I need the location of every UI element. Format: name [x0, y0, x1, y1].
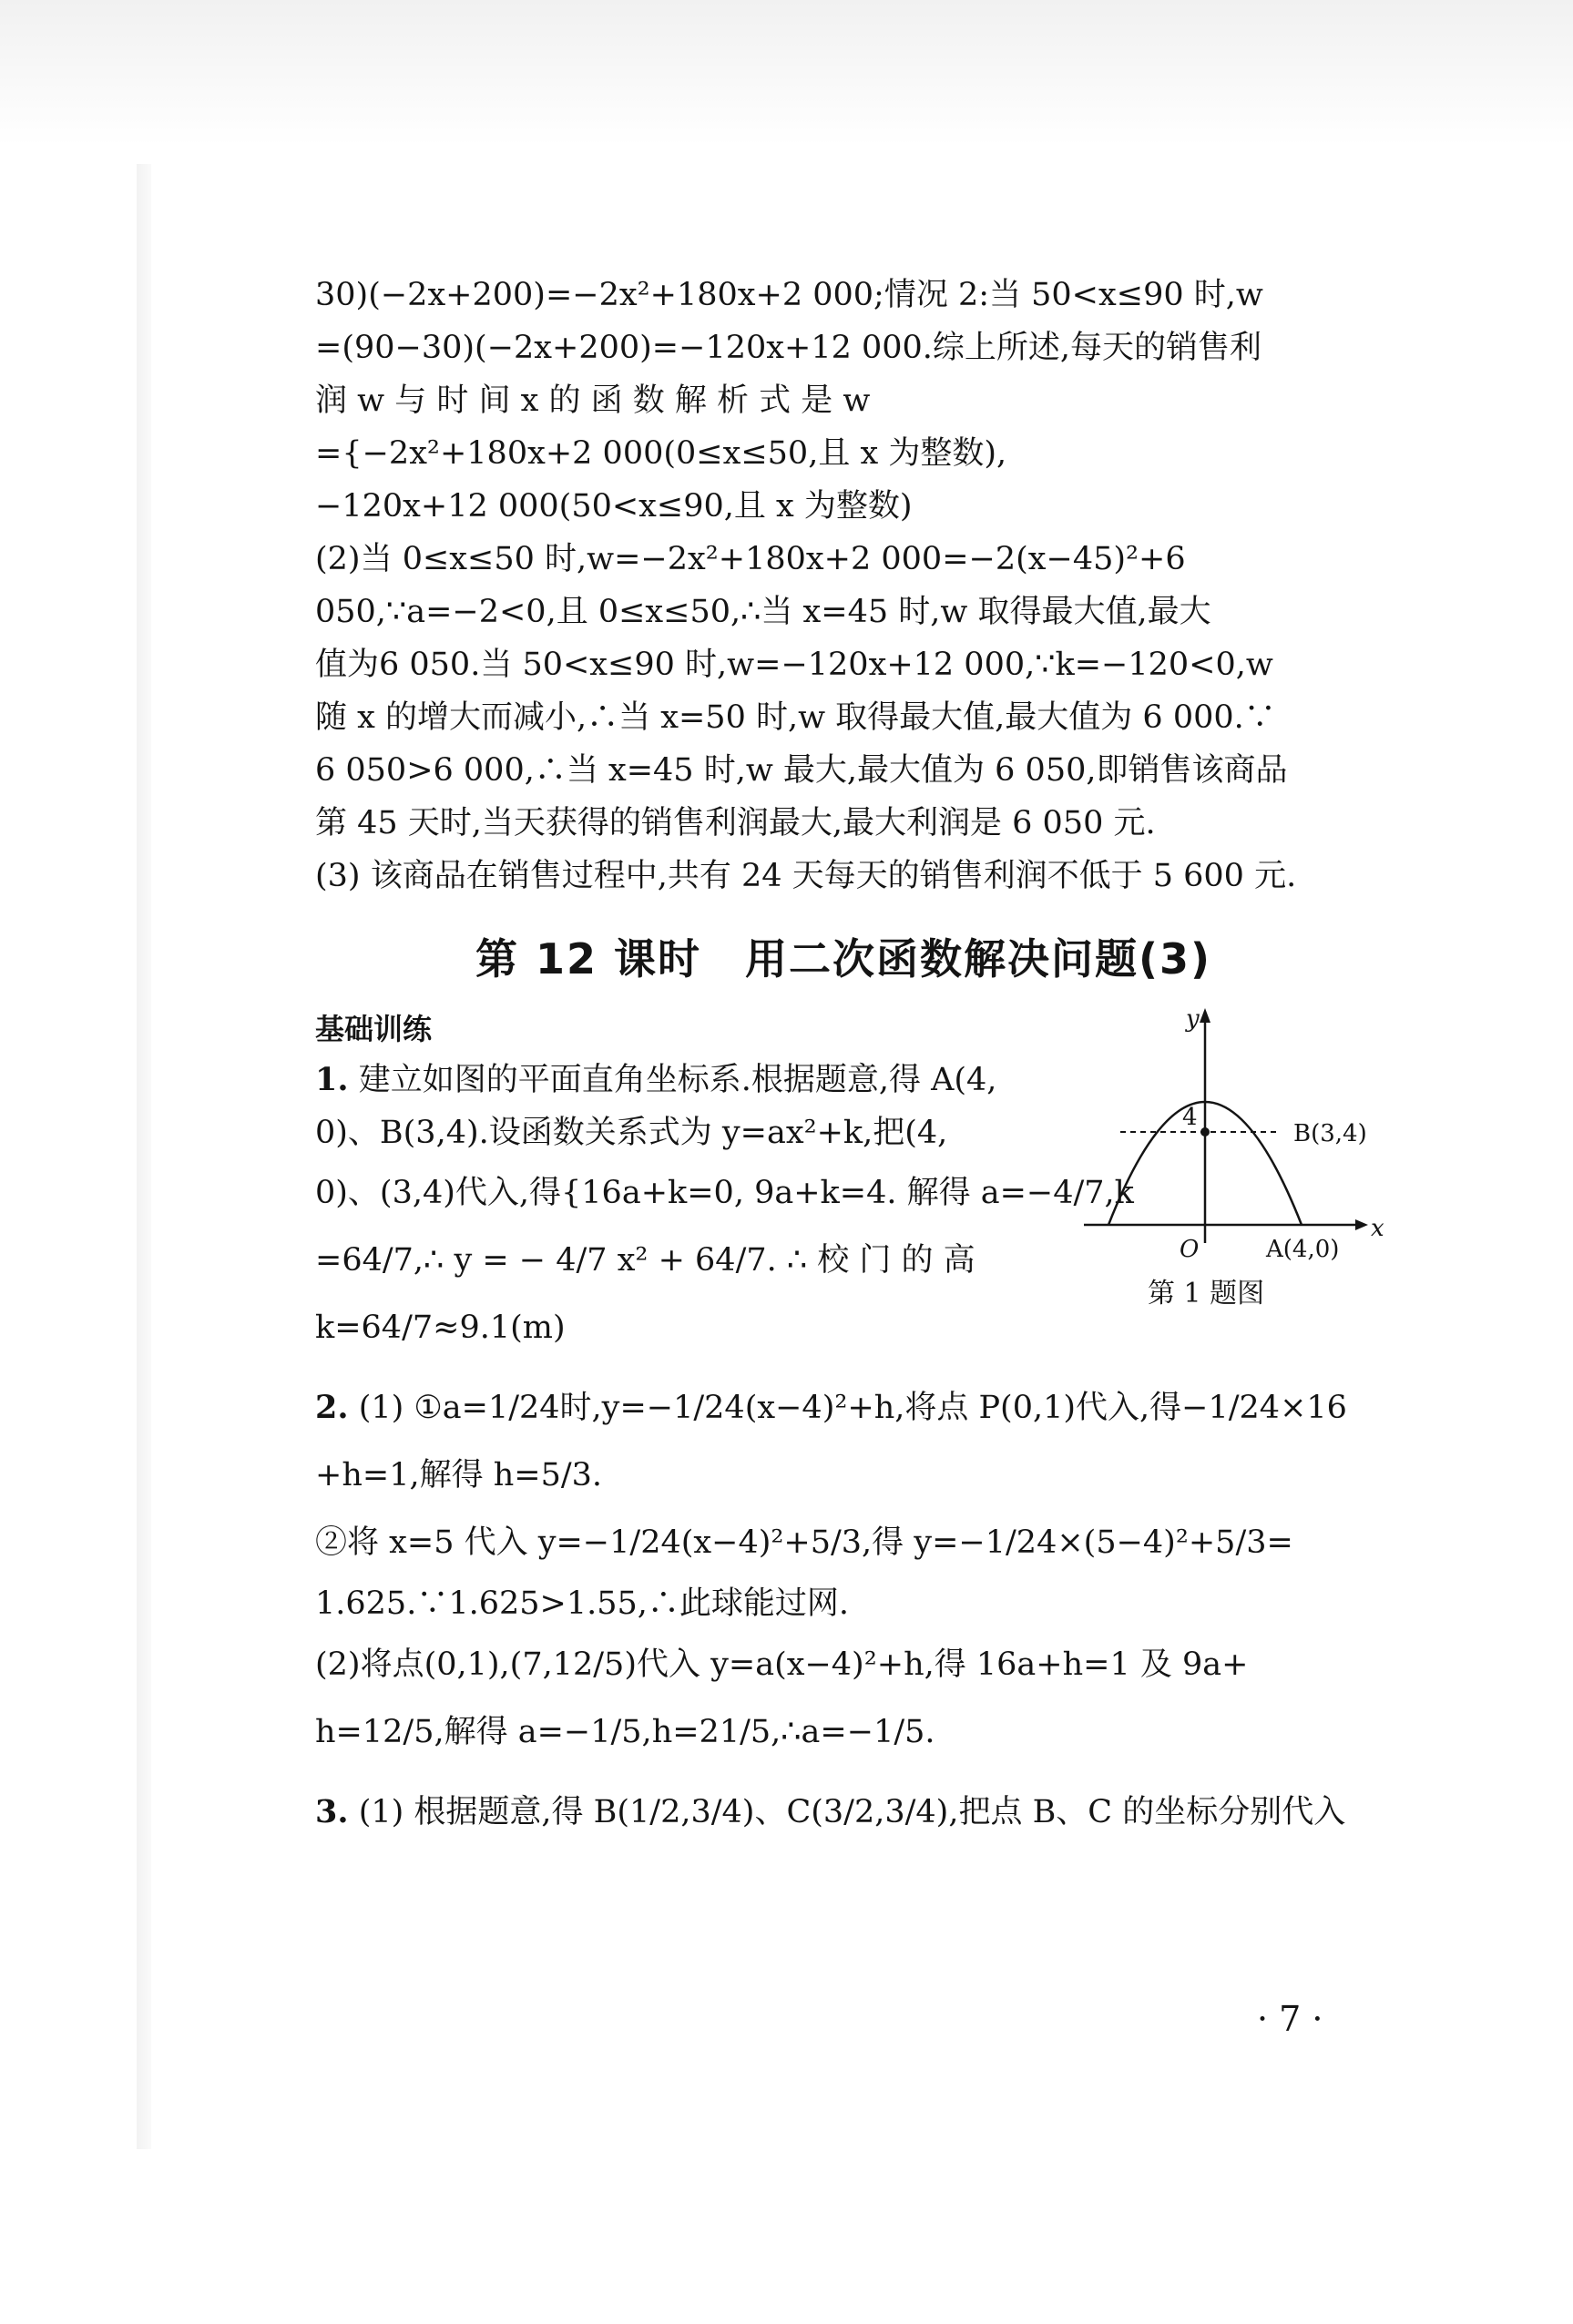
- figure-1: [1075, 997, 1384, 1343]
- q2-line: h=12/5,解得 a=−1/5,h=21/5,∴a=−1/5.: [315, 1714, 935, 1750]
- q1-line-1: [315, 1054, 1062, 1106]
- question-1: [315, 1054, 1134, 1361]
- text-line: (2)当 0≤x≤50 时,w=−2x²+180x+2 000=−2(x−45)²+6: [315, 541, 1186, 577]
- text-line: 第 45 天时,当天获得的销售利润最大,最大利润是 6 050 元.: [315, 805, 1156, 841]
- q2-line: (2)将点(0,1),(7,12/5)代入 y=a(x−4)²+h,得 16a+h=1 及 9a+: [315, 1646, 1249, 1683]
- text-line: 随 x 的增大而减小,∴当 x=50 时,w 取得最大值,最大值为 6 000.∵: [315, 699, 1276, 736]
- page-number: · 7 ·: [1257, 1999, 1323, 2039]
- text-line: 值为6 050.当 50<x≤90 时,w=−120x+12 000,∵k=−120<0,w: [315, 647, 1273, 683]
- question-3: [315, 1779, 1372, 1846]
- lesson-title: 第 12 课时 用二次函数解决问题(3): [475, 934, 1212, 984]
- y-axis-label: y: [1186, 1005, 1200, 1033]
- scan-shadow-top: [0, 0, 1573, 146]
- question-number: 3.: [315, 1793, 349, 1830]
- point-a-label: A(4,0): [1266, 1236, 1340, 1263]
- scan-fold: [137, 164, 151, 2149]
- point-b-label: B(3,4): [1293, 1120, 1367, 1147]
- question-number: 2.: [315, 1389, 349, 1426]
- text-line: =(90−30)(−2x+200)=−120x+12 000.综上所述,每天的销售利: [315, 330, 1262, 366]
- q2-line: ②将 x=5 代入 y=−1/24(x−4)²+5/3,得 y=−1/24×(5−4)²+5/3=: [315, 1524, 1293, 1561]
- q2-line: 1.625.∵1.625>1.55,∴此球能过网.: [315, 1585, 850, 1622]
- parabola-figure: [1075, 997, 1384, 1270]
- q1-line: 0)、(3,4)代入,得{16a+k=0, 9a+k=4. 解得 a=−4/7,k: [315, 1175, 1134, 1211]
- question-2: [315, 1374, 1372, 1766]
- text-line: 润 w 与 时 间 x 的 函 数 解 析 式 是 w: [315, 382, 871, 419]
- text-line: (3) 该商品在销售过程中,共有 24 天每天的销售利润不低于 5 600 元.: [315, 858, 1297, 894]
- text-line: 050,∵a=−2<0,且 0≤x≤50,∴当 x=45 时,w 取得最大值,最大: [315, 594, 1211, 630]
- text-line: 6 050>6 000,∴当 x=45 时,w 最大,最大值为 6 050,即销售该商品: [315, 752, 1288, 789]
- question-number: 1.: [315, 1061, 349, 1098]
- tick-label-4: 4: [1182, 1104, 1198, 1131]
- q1-line: =64/7,∴ y = − 4/7 x² + 64/7. ∴ 校 门 的 高: [315, 1242, 975, 1279]
- point-on-y-axis: [1200, 1127, 1210, 1137]
- q2-text: (1) ①a=1/24时,y=−1/24(x−4)²+h,将点 P(0,1)代入,得−1/24×16: [358, 1390, 1347, 1426]
- x-axis-arrow: [1355, 1219, 1368, 1230]
- q3-text: (1) 根据题意,得 B(1/2,3/4)、C(3/2,3/4),把点 B、C 的坐标分别代入: [358, 1794, 1346, 1830]
- figure-caption: 第 1 题图: [1148, 1278, 1265, 1310]
- q2-line-1: [315, 1374, 1372, 1442]
- q2-line: +h=1,解得 h=5/3.: [315, 1457, 603, 1493]
- q1-text: 建立如图的平面直角坐标系.根据题意,得 A(4,: [358, 1062, 997, 1098]
- section-heading: 基础训练: [315, 1012, 433, 1046]
- q1-line: k=64/7≈9.1(m): [315, 1310, 566, 1346]
- text-line: ={−2x²+180x+2 000(0≤x≤50,且 x 为整数),: [315, 435, 1007, 472]
- origin-label: O: [1180, 1236, 1200, 1263]
- x-axis-label: x: [1371, 1215, 1384, 1242]
- y-axis-arrow: [1200, 1008, 1210, 1023]
- text-line: 30)(−2x+200)=−2x²+180x+2 000;情况 2:当 50<x≤90 时,w: [315, 277, 1263, 313]
- text-line: −120x+12 000(50<x≤90,且 x 为整数): [315, 488, 913, 525]
- q1-line: 0)、B(3,4).设函数关系式为 y=ax²+k,把(4,: [315, 1115, 948, 1151]
